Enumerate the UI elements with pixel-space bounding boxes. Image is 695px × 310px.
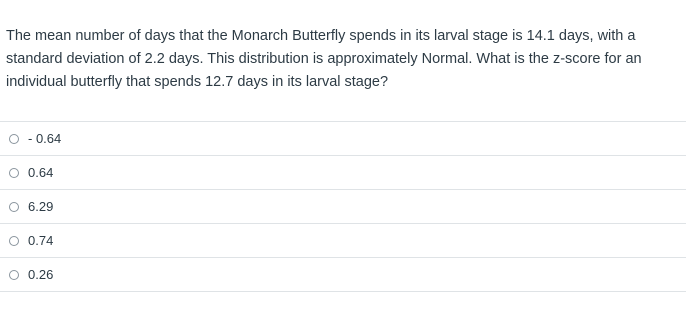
- answer-option[interactable]: [0, 156, 686, 190]
- radio-button[interactable]: [9, 168, 19, 178]
- answer-label: 0.74: [28, 233, 54, 248]
- radio-button[interactable]: [9, 202, 19, 212]
- question-text: The mean number of days that the Monarch Butterfly spends in its larval stage is 14.1 days, with a standard deviation of 2.2 days. This distribution is approximately Normal. What is the z-score for an individual butterfly that spends 12.7 days in its larval stage?: [6, 28, 642, 90]
- radio-button[interactable]: [9, 134, 19, 144]
- answer-option[interactable]: [0, 224, 686, 258]
- answer-option[interactable]: [0, 190, 686, 224]
- answer-list: [0, 121, 686, 292]
- answer-option[interactable]: [0, 122, 686, 156]
- answer-option[interactable]: [0, 258, 686, 292]
- radio-button[interactable]: [9, 270, 19, 280]
- answer-label: 0.26: [28, 267, 54, 282]
- answer-label: 6.29: [28, 199, 54, 214]
- answer-label: 0.64: [28, 165, 54, 180]
- answer-label: - 0.64: [28, 131, 62, 146]
- radio-button[interactable]: [9, 236, 19, 246]
